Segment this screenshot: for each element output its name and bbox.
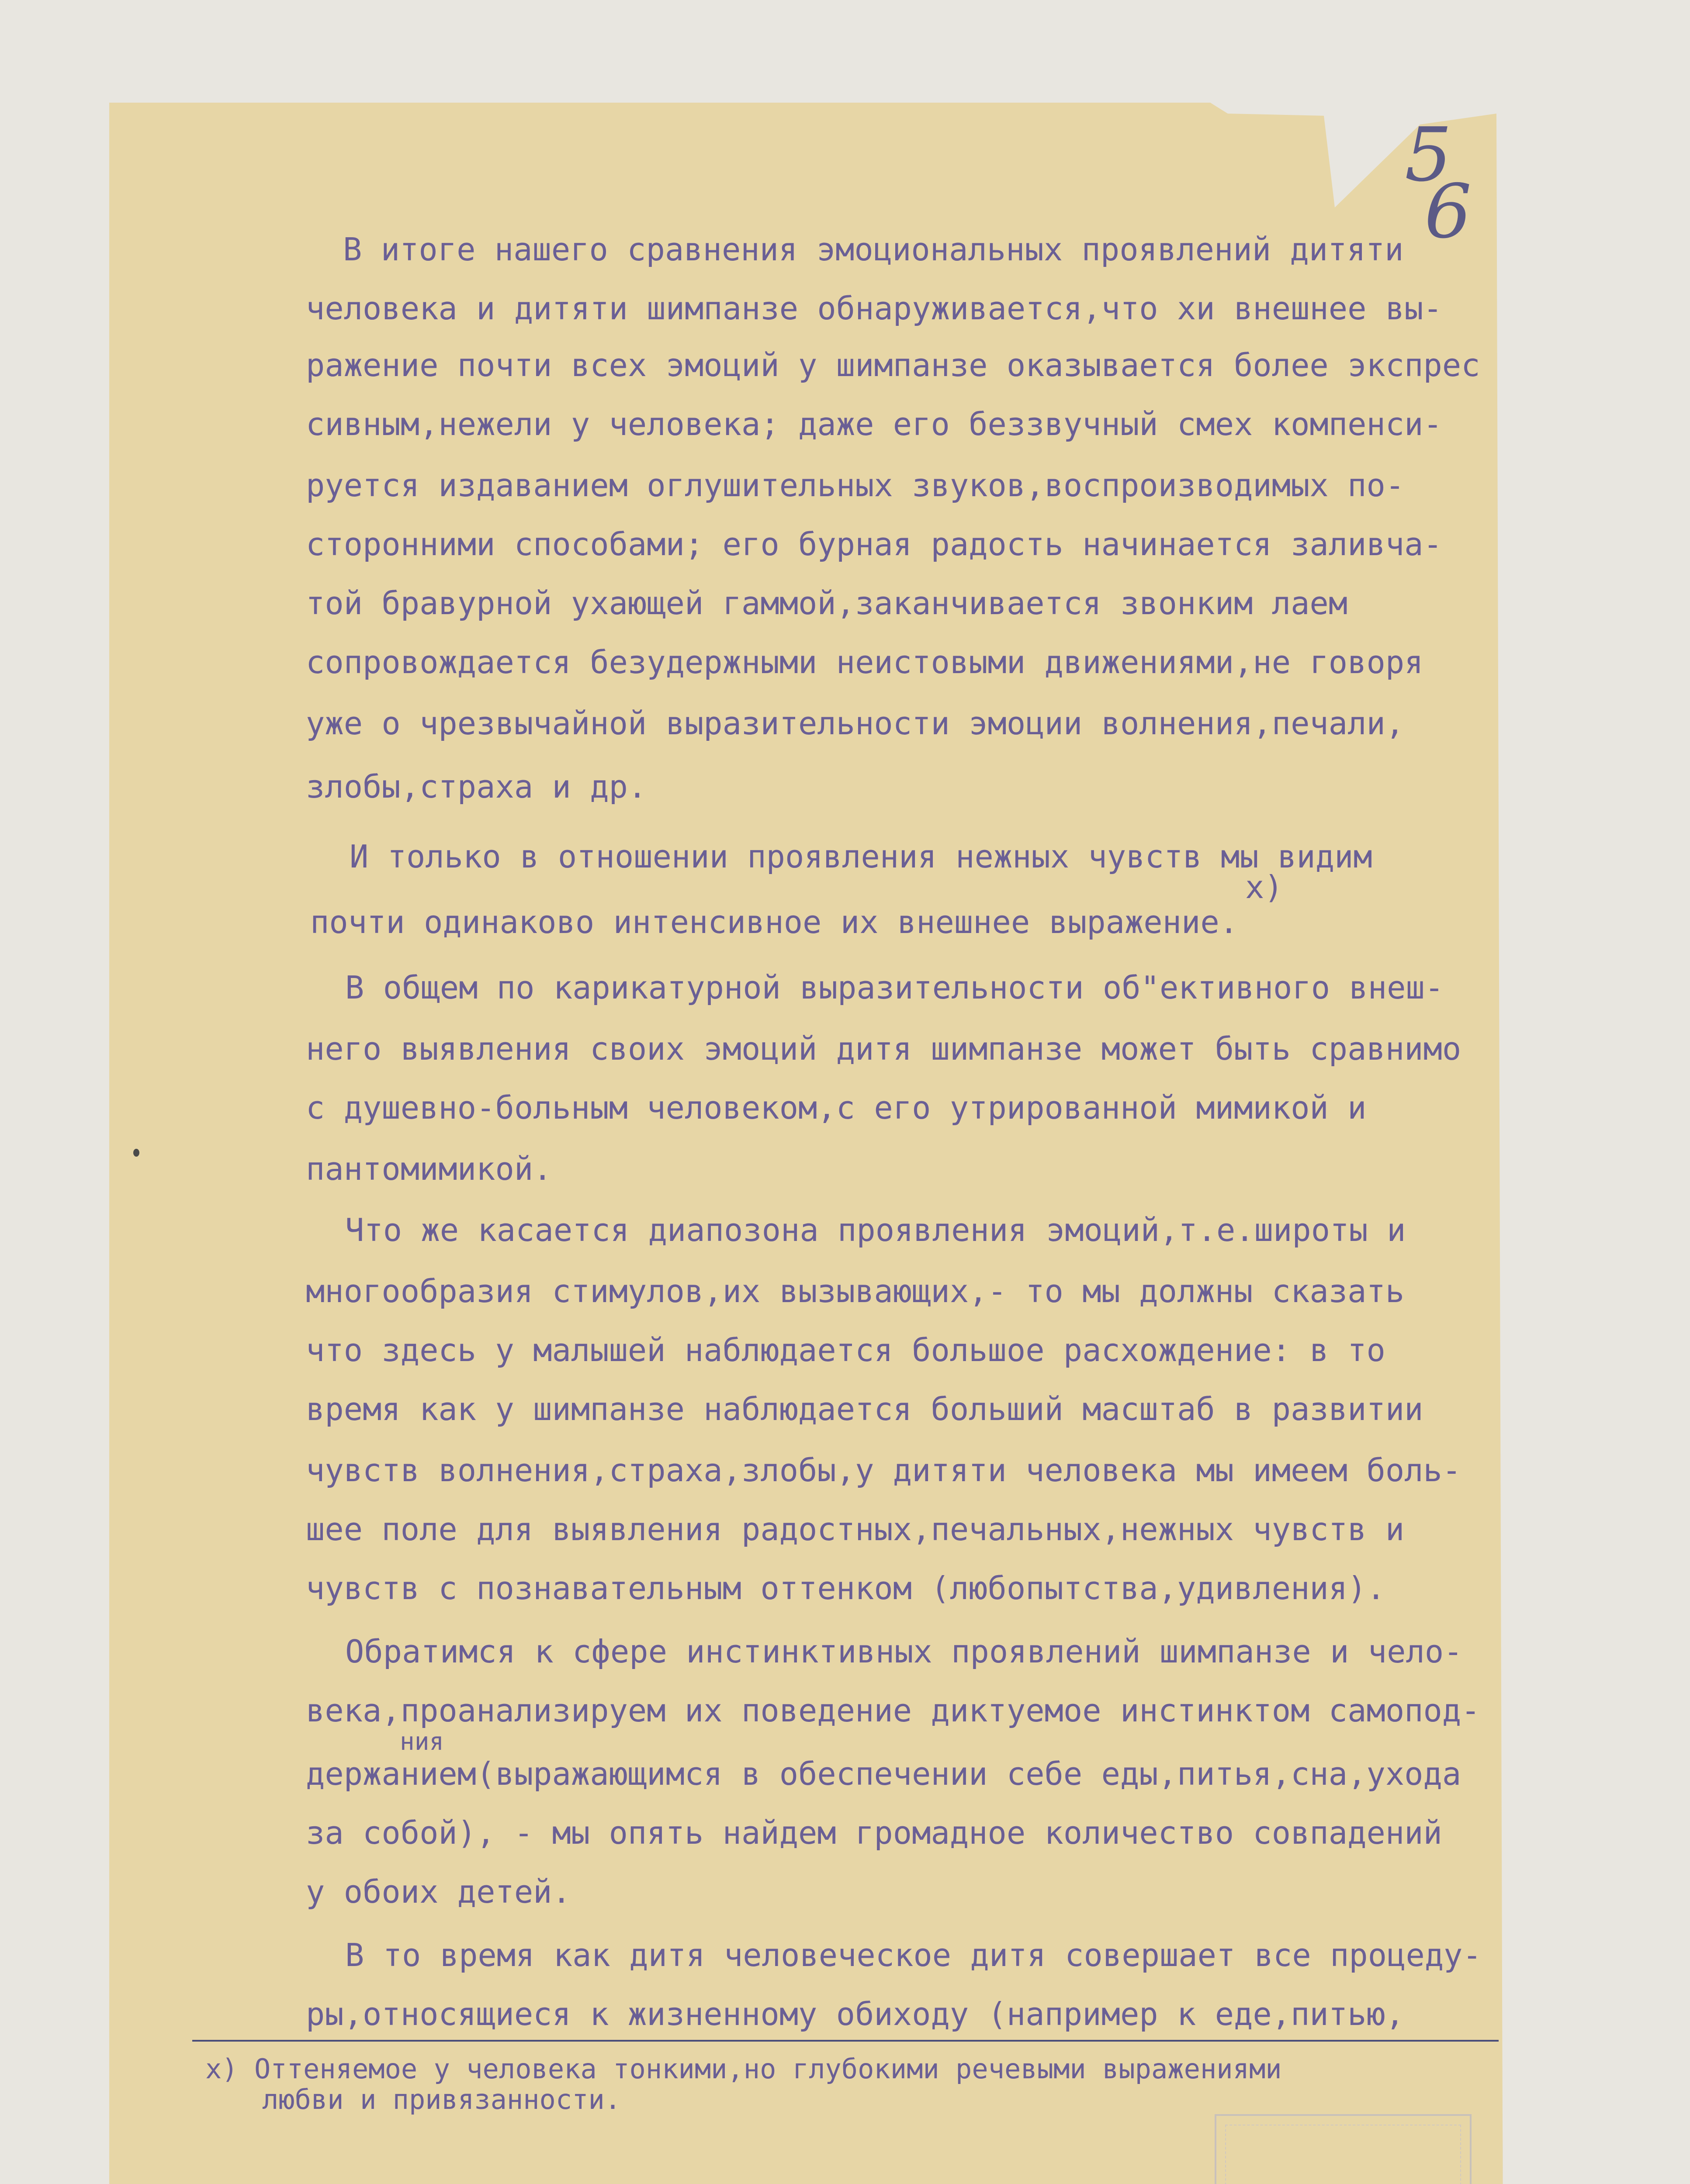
text-line: пантомимикой. [306,1151,552,1187]
folio-number-crossed: 5 [1405,112,1452,198]
text-line: Обратимся к сфере инстинктивных проявлений шимпанзе и чело- [345,1633,1463,1670]
text-line: многообразия стимулов,их вызывающих,- то мы должны сказать [306,1273,1405,1310]
text-line: за собой), - мы опять найдем громадное количество совпадений [306,1814,1442,1851]
archive-stamp [1215,2114,1472,2184]
text-line: ражение почти всех эмоций у шимпанзе оказывается более экспрес [306,347,1480,384]
text-line: уже о чрезвычайной выразительности эмоции волнения,печали, [306,705,1405,742]
text-line: с душевно-больным человеком,с его утрированной мимикой и [306,1089,1367,1126]
text-line: Что же касается диапозона проявления эмоций,т.е.широты и [345,1212,1406,1248]
footnote-marker: x) [1245,869,1283,905]
text-line: что здесь у малышей наблюдается большое расхождение: в то [306,1332,1385,1368]
footnote-line: x) Оттеняемое у человека тонкими,но глубокими речевыми выражениями [205,2053,1282,2085]
text-line: чувств с познавательным оттенком (любопытства,удивления). [306,1570,1385,1607]
text-line: сторонними способами; его бурная радость начинается заливча- [306,526,1442,563]
text-line: сивным,нежели у человека; даже его беззвучный смех компенси- [306,406,1442,442]
text-line: сопровождается безудержными неистовыми движениями,не говоря [306,644,1423,681]
text-line: человека и дитяти шимпанзе обнаруживается,что хи внешнее вы- [306,290,1442,327]
text-line: той бравурной ухающей гаммой,заканчивается звонким лаем [306,585,1348,622]
text-line: почти одинаково интенсивное их внешнее выражение. [310,904,1239,940]
text-line: ры,относящиеся к жизненному обиходу (например к еде,питью, [306,1996,1405,2032]
text-line: В итоге нашего сравнения эмоциональных проявлений дитяти [343,231,1404,268]
text-line: века,проанализируем их поведение диктуемое инстинктом самопод- [306,1692,1480,1729]
footnote-rule [192,2040,1499,2042]
footnote-line: любви и привязанности. [262,2084,621,2115]
text-line: время как у шимпанзе наблюдается больший масштаб в развитии [306,1391,1423,1427]
folio-number: 6 [1424,169,1472,255]
text-line: держанием(выражающимся в обеспечении себе еды,питья,сна,ухода [306,1755,1461,1792]
text-line: чувств волнения,страха,злобы,у дитяти человека мы имеем боль- [306,1452,1461,1489]
text-line: В то время как дитя человеческое дитя совершает все процеду- [345,1937,1482,1973]
interlinear-insertion: ния [400,1728,444,1756]
text-line: у обоих детей. [306,1873,571,1910]
paper-mark [133,1149,139,1157]
text-line: И только в отношении проявления нежных чувств мы видим [350,838,1372,875]
text-line: руется издаванием оглушительных звуков,воспроизводимых по- [306,467,1405,504]
text-line: него выявления своих эмоций дитя шимпанзе может быть сравнимо [306,1030,1461,1067]
text-line: В общем по карикатурной выразительности об"ективного внеш- [345,969,1444,1006]
text-line: шее поле для выявления радостных,печальных,нежных чувств и [306,1511,1405,1548]
text-line: злобы,страха и др. [306,768,647,805]
